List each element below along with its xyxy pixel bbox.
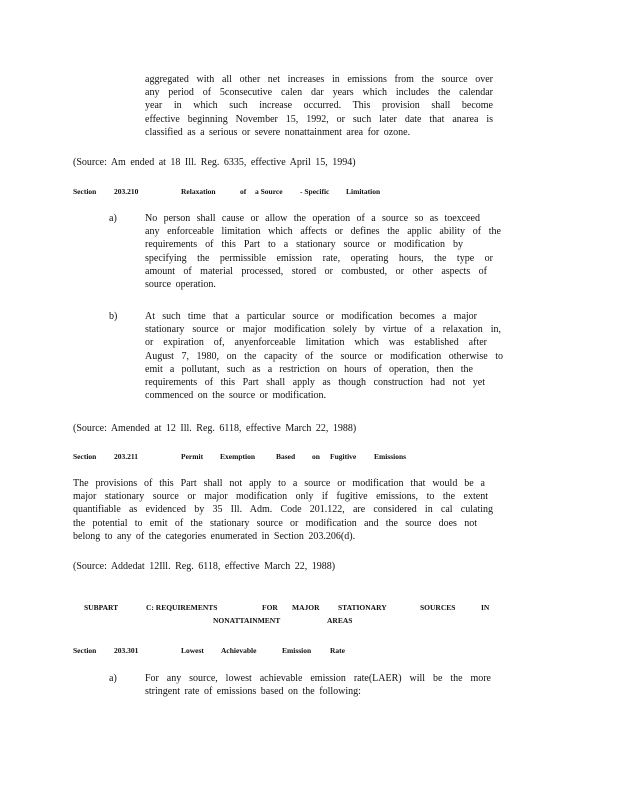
source-note: (Source: Am ended at 18 Ill. Reg. 6335, effective April 15, 1994)	[73, 157, 356, 168]
source-note: (Source: Addedat 12Ill. Reg. 6118, effective March 22, 1988)	[73, 561, 336, 572]
section-title-word: Based	[276, 452, 296, 461]
section-title-word: Lowest	[181, 646, 204, 655]
paragraph-line: requirements of this Part shall apply as though construction had not yet	[145, 377, 485, 389]
paragraph-line: The provisions of this Part shall not apply to a source or modification that would be a	[73, 478, 485, 489]
section-title-word: a Source	[255, 187, 283, 196]
section-number: Section	[73, 187, 97, 196]
paragraph-line: quantifiable as evidenced by 35 Ill. Adm. Code 201.122, are considered in cal culating	[73, 504, 493, 516]
section-title-word: - Specific	[300, 187, 330, 196]
item-paragraph	[145, 212, 501, 291]
subpart-heading-word: IN	[481, 603, 490, 612]
section-title-word: Relaxation	[181, 187, 216, 196]
section-number: Section	[73, 452, 97, 461]
paragraph-line: year in which such increase occurred. This provision shall become	[145, 100, 493, 112]
source-note: (Source: Amended at 12 Ill. Reg. 6118, effective March 22, 1988)	[73, 423, 357, 434]
subpart-heading-word: FOR	[262, 603, 278, 612]
section-code: 203.211	[114, 452, 138, 461]
paragraph-line: aggregated with all other net increases in emissions from the source over	[145, 74, 493, 85]
section-title-word: Exemption	[220, 452, 256, 461]
section-code: 203.301	[114, 646, 139, 655]
paragraph-line: stringent rate of emissions based on the following:	[145, 686, 361, 698]
paragraph-line: stationary source or major modification solely by virtue of a relaxation in,	[145, 324, 501, 336]
section-paragraph	[73, 477, 493, 543]
paragraph-line: requirements of this Part to a stationary source or modification by	[145, 239, 463, 251]
subpart-heading-word: STATIONARY	[338, 603, 387, 612]
paragraph-line: effective beginning November 15, 1992, or such later date that anarea is	[145, 113, 493, 125]
section-title-word: Limitation	[346, 187, 381, 196]
section-title-word: of	[240, 187, 247, 196]
item-label: a)	[109, 673, 117, 684]
paragraph-line: any enforceable limitation which affects or defines the applic ability of the	[145, 226, 501, 238]
section-title-word: Permit	[181, 452, 204, 461]
paragraph-line: belong to any of the categories enumerated in Section 203.206(d).	[73, 530, 356, 542]
section-title-word: Fugitive	[330, 452, 357, 461]
subpart-heading-word: AREAS	[327, 616, 353, 625]
section-title-word: Rate	[330, 646, 345, 655]
paragraph-line: source operation.	[145, 279, 216, 291]
paragraph-line: August 7, 1980, on the capacity of the source or modification otherwise to	[145, 350, 503, 362]
paragraph-line: No person shall cause or allow the operation of a source so as toexceed	[145, 213, 480, 224]
section-code: 203.210	[114, 187, 139, 196]
item-paragraph	[145, 672, 493, 698]
paragraph-line: For any source, lowest achievable emission rate(LAER) will be the more	[145, 673, 491, 684]
subpart-heading-word: SUBPART	[84, 603, 119, 612]
subpart-heading-word: C: REQUIREMENTS	[146, 603, 218, 612]
paragraph-line: specifying the permissible emission rate, operating hours, the type or	[145, 252, 493, 264]
item-label: a)	[109, 213, 117, 224]
paragraph-line: emit a pollutant, such as a restriction on hours of operation, then the	[145, 363, 473, 375]
paragraph-line: amount of material processed, stored or combusted, or other aspects of	[145, 265, 487, 277]
section-title-word: on	[312, 452, 320, 461]
continuation-paragraph	[145, 73, 493, 139]
paragraph-line: the potential to emit of the stationary source or modification and the source does not	[73, 517, 477, 529]
paragraph-line: At such time that a particular source or modification becomes a major	[145, 311, 477, 322]
item-paragraph	[145, 310, 505, 402]
paragraph-line: or expiration of, anyenforceable limitation which was established after	[145, 337, 487, 349]
subpart-heading-word: MAJOR	[292, 603, 320, 612]
section-title-word: Emission	[282, 646, 312, 655]
paragraph-line: classified as a serious or severe nonattainment area for ozone.	[145, 126, 411, 138]
paragraph-line: major stationary source or major modification only if fugitive emissions, to the extent	[73, 491, 488, 503]
paragraph-line: commenced on the source or modification.	[145, 390, 327, 402]
subpart-heading-word: NONATTAINMENT	[213, 616, 281, 625]
subpart-heading-word: SOURCES	[420, 603, 456, 612]
section-title-word: Achievable	[221, 646, 257, 655]
paragraph-line: any period of 5consecutive calen dar years which includes the calendar	[145, 87, 493, 99]
section-title-word: Emissions	[374, 452, 407, 461]
item-label: b)	[109, 311, 118, 322]
section-number: Section	[73, 646, 97, 655]
